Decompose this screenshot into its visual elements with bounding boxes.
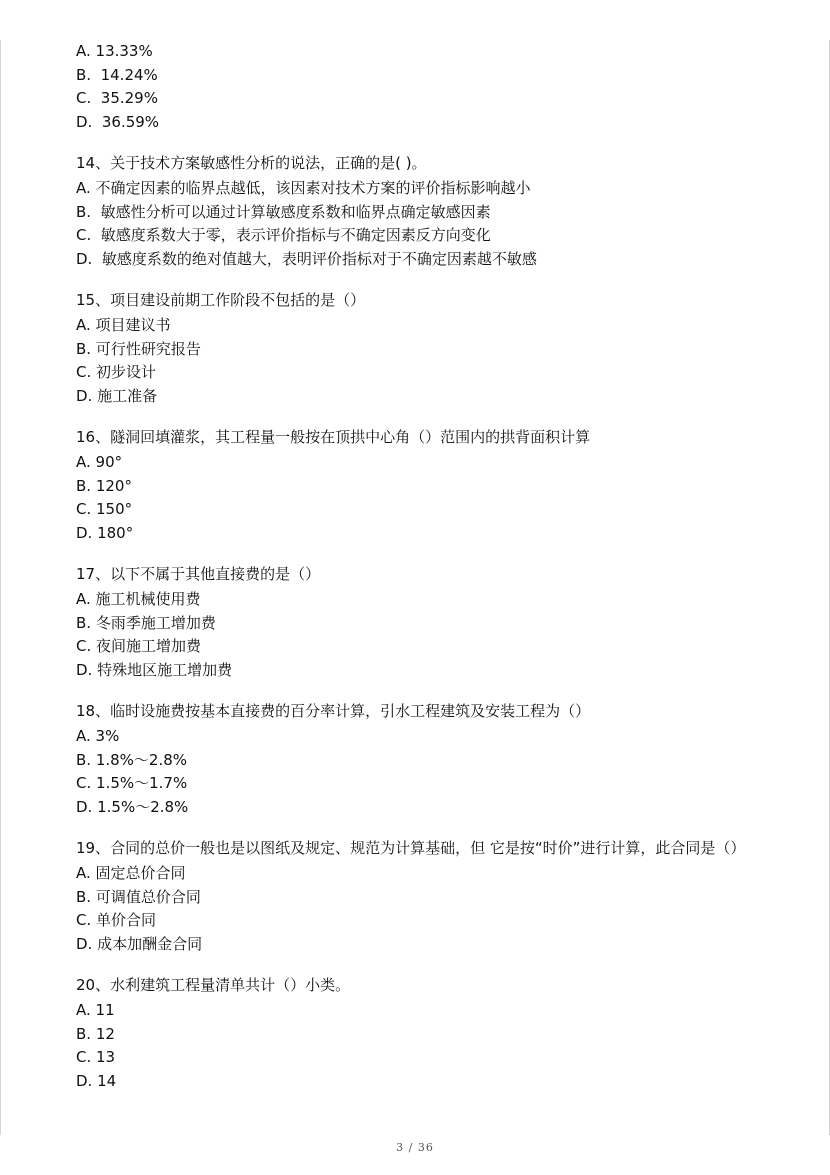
option-b: B. 1.8%～2.8% xyxy=(76,750,188,769)
question-block-20 xyxy=(76,973,766,1093)
option-c: C. 敏感度系数大于零，表示评价指标与不确定因素反方向变化 xyxy=(76,226,491,244)
option-b: B. 14.24% xyxy=(76,65,158,84)
question-block-14 xyxy=(76,151,766,271)
option-d: D. 36.59% xyxy=(76,112,160,131)
question-text: 18、临时设施费按基本直接费的百分率计算，引水工程建筑及安装工程为（） xyxy=(76,702,591,720)
question-block-16 xyxy=(76,425,766,545)
option-c: C. 150° xyxy=(76,500,133,518)
option-d: D. 1.5%～2.8% xyxy=(76,797,189,816)
option-a: A. 90° xyxy=(76,453,123,471)
option-c: C. 13 xyxy=(76,1048,116,1066)
option-c: C. 夜间施工增加费 xyxy=(76,637,202,655)
option-d: D. 180° xyxy=(76,523,134,542)
option-d: D. 特殊地区施工增加费 xyxy=(76,660,233,679)
option-a: A. 3% xyxy=(76,727,120,745)
option-b: B. 敏感性分析可以通过计算敏感度系数和临界点确定敏感因素 xyxy=(76,202,491,221)
question-text: 16、隧洞回填灌浆，其工程量一般按在顶拱中心角（）范围内的拱背面积计算 xyxy=(76,428,591,446)
page-number: 3 / 36 xyxy=(396,1141,434,1154)
option-d: D. 施工准备 xyxy=(76,386,158,405)
option-a: A. 固定总价合同 xyxy=(76,864,186,882)
option-c: C. 初步设计 xyxy=(76,363,157,381)
option-a: A. 施工机械使用费 xyxy=(76,590,201,608)
question-text: 19、合同的总价一般也是以图纸及规定、规范为计算基础，但 它是按“时价”进行计算，此合同是（） xyxy=(76,839,746,857)
question-block-13 xyxy=(76,40,766,134)
question-text: 17、以下不属于其他直接费的是（） xyxy=(76,565,321,583)
question-list xyxy=(76,40,766,1093)
question-text: 14、关于技术方案敏感性分析的说法，正确的是( )。 xyxy=(76,154,427,172)
question-text: 20、水利建筑工程量清单共计（）小类。 xyxy=(76,976,351,994)
option-c: C. 单价合同 xyxy=(76,911,157,929)
option-a: A. 不确定因素的临界点越低，该因素对技术方案的评价指标影响越小 xyxy=(76,179,531,197)
option-d: D. 敏感度系数的绝对值越大，表明评价指标对于不确定因素越不敏感 xyxy=(76,249,537,268)
option-c: C. 1.5%～1.7% xyxy=(76,774,188,792)
option-b: B. 12 xyxy=(76,1024,115,1043)
option-b: B. 冬雨季施工增加费 xyxy=(76,613,216,632)
page-left-edge xyxy=(0,40,1,1135)
option-d: D. 14 xyxy=(76,1071,117,1090)
question-block-19 xyxy=(76,836,766,956)
question-block-15 xyxy=(76,288,766,408)
question-text: 15、项目建设前期工作阶段不包括的是（） xyxy=(76,291,366,309)
option-a: A. 13.33% xyxy=(76,42,153,60)
option-b: B. 可行性研究报告 xyxy=(76,339,201,358)
option-d: D. 成本加酬金合同 xyxy=(76,934,203,953)
option-c: C. 35.29% xyxy=(76,89,158,107)
question-block-18 xyxy=(76,699,766,819)
option-a: A. 项目建议书 xyxy=(76,316,171,334)
option-a: A. 11 xyxy=(76,1001,115,1019)
option-b: B. 120° xyxy=(76,476,132,495)
question-block-17 xyxy=(76,562,766,682)
option-b: B. 可调值总价合同 xyxy=(76,887,201,906)
